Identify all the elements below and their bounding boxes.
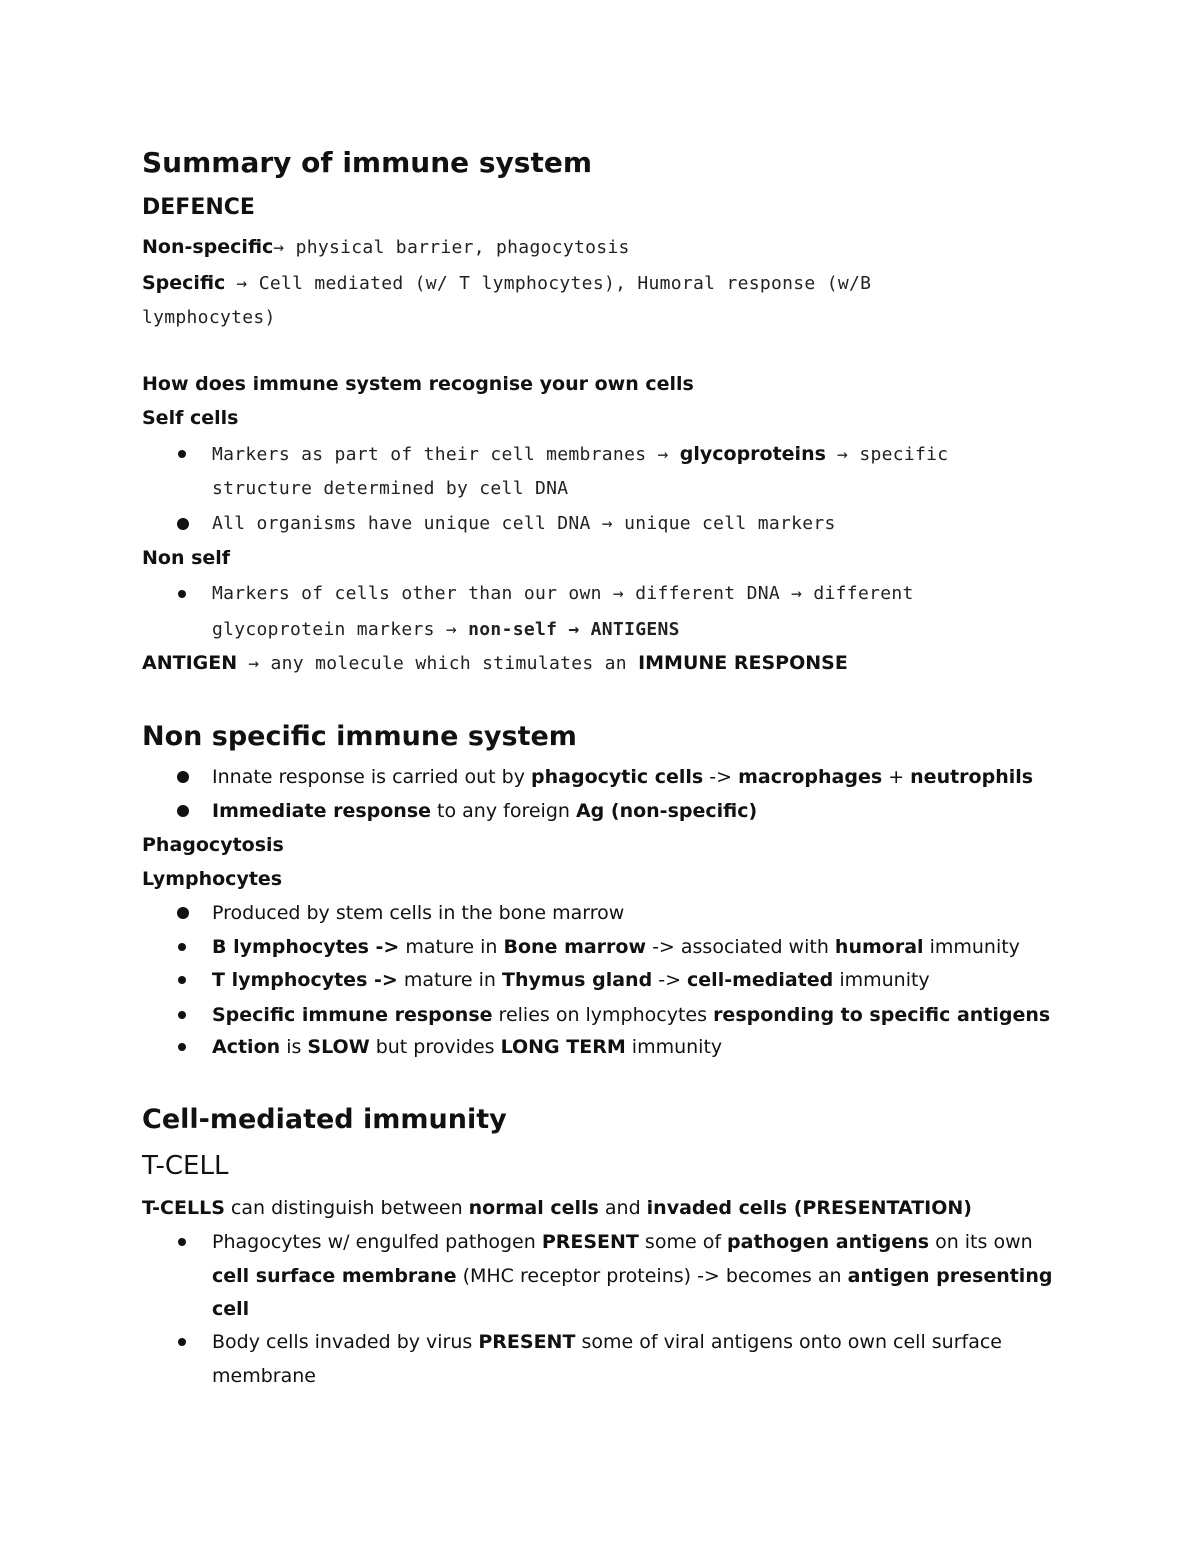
t-cell-bullet-1-line-2	[212, 1264, 1052, 1288]
bullet-icon	[177, 518, 189, 530]
text: on its own	[929, 1231, 1033, 1253]
bullet-icon	[178, 1238, 186, 1246]
nonspecific-heading: Non specific immune system	[142, 721, 577, 752]
bullet-icon	[178, 590, 186, 598]
bullet-icon	[178, 1338, 186, 1346]
text: immunity	[923, 936, 1020, 958]
present-term: PRESENT	[541, 1231, 639, 1253]
humoral-term: humoral	[834, 936, 924, 958]
normal-cells-term: normal cells	[468, 1197, 599, 1219]
text: is	[280, 1036, 308, 1058]
neutrophils-term: neutrophils	[910, 766, 1034, 788]
self-bullet-1	[212, 442, 948, 467]
bullet-icon	[178, 1043, 186, 1051]
t-cell-bullet-2	[212, 1330, 1002, 1354]
lymphocytes-heading: Lymphocytes	[142, 868, 283, 890]
present-term: PRESENT	[478, 1331, 576, 1353]
text: ->	[652, 969, 688, 991]
responding-term: responding to specific antigens	[713, 1004, 1051, 1026]
specific-defence-line	[142, 271, 871, 296]
specific-immune-response-term: Specific immune response	[212, 1004, 493, 1026]
b-lymphocytes-term: B lymphocytes ->	[212, 936, 400, 958]
cell-surface-membrane-term: cell surface membrane	[212, 1265, 457, 1287]
lymphocytes-bullet-2	[212, 935, 1020, 959]
text: Phagocytes w/ engulfed pathogen	[212, 1231, 542, 1253]
page-title: Summary of immune system	[142, 146, 593, 179]
self-bullet-1-text-b: → specific	[825, 444, 949, 465]
action-term: Action	[212, 1036, 281, 1058]
recognise-heading: How does immune system recognise your own cells	[142, 373, 694, 395]
nonspecific-text: → physical barrier, phagocytosis	[273, 237, 630, 258]
bullet-icon	[177, 907, 189, 919]
nonself-text: glycoprotein markers →	[212, 619, 469, 640]
text: -> associated with	[646, 936, 835, 958]
phagocytic-cells-term: phagocytic cells	[531, 766, 704, 788]
nonspecific-defence-line	[142, 235, 630, 260]
t-cells-intro	[142, 1196, 972, 1220]
text: to any foreign	[431, 800, 576, 822]
text: relies on lymphocytes	[492, 1004, 714, 1026]
lymphocytes-bullet-3	[212, 968, 930, 992]
non-self-heading: Non self	[142, 547, 231, 569]
t-cell-subheading: T-CELL	[142, 1151, 229, 1181]
bullet-icon	[178, 1011, 186, 1019]
specific-label: Specific	[142, 272, 226, 294]
text: but provides	[369, 1036, 501, 1058]
bullet-icon	[178, 943, 186, 951]
immediate-response-term: Immediate response	[212, 800, 432, 822]
t-cells-term: T-CELLS	[142, 1197, 225, 1219]
antigen-label: ANTIGEN	[142, 652, 238, 674]
self-bullet-1-text-a: Markers as part of their cell membranes →	[212, 444, 680, 465]
specific-text: → Cell mediated (w/ T lymphocytes), Humoral response (w/B	[225, 273, 872, 294]
slow-term: SLOW	[307, 1036, 370, 1058]
self-bullet-1-continued: structure determined by cell DNA	[212, 478, 569, 499]
cell-mediated-heading: Cell-mediated immunity	[142, 1104, 507, 1135]
t-cell-bullet-1	[212, 1230, 1033, 1254]
text: can distinguish between	[224, 1197, 469, 1219]
cell-mediated-term: cell-mediated	[687, 969, 834, 991]
specific-text-continued: lymphocytes)	[142, 307, 276, 328]
pathogen-antigens-term: pathogen antigens	[727, 1231, 930, 1253]
nonspecific-label: Non-specific	[142, 236, 274, 258]
text: immunity	[625, 1036, 723, 1058]
self-bullet-2: All organisms have unique cell DNA → unique cell markers	[212, 513, 836, 534]
lymphocytes-bullet-1: Produced by stem cells in the bone marrow	[212, 902, 625, 924]
immune-response-term: IMMUNE RESPONSE	[638, 652, 848, 674]
t-cell-bullet-2-continued: membrane	[212, 1365, 316, 1387]
lymphocytes-bullet-4	[212, 1003, 1050, 1027]
text: (MHC receptor proteins) -> becomes an	[456, 1265, 848, 1287]
self-cells-heading: Self cells	[142, 407, 239, 429]
bone-marrow-term: Bone marrow	[503, 936, 647, 958]
antigen-definition	[142, 651, 848, 676]
long-term-term: LONG TERM	[500, 1036, 626, 1058]
bullet-icon	[177, 805, 189, 817]
macrophages-term: macrophages	[738, 766, 883, 788]
nonspecific-bullet-1	[212, 765, 1033, 789]
defence-heading: DEFENCE	[142, 195, 255, 220]
text: some of	[638, 1231, 728, 1253]
text: mature in	[397, 969, 502, 991]
antigen-presenting-term: antigen presenting	[847, 1265, 1053, 1287]
invaded-cells-term: invaded cells (PRESENTATION)	[646, 1197, 972, 1219]
bullet-icon	[178, 976, 186, 984]
nonspecific-bullet-2	[212, 799, 757, 823]
text: mature in	[399, 936, 504, 958]
text: some of viral antigens onto own cell surface	[575, 1331, 1002, 1353]
antigens-term: non-self → ANTIGENS	[468, 619, 680, 640]
text: immunity	[833, 969, 930, 991]
lymphocytes-bullet-5	[212, 1035, 722, 1059]
text: +	[882, 766, 911, 788]
bullet-icon	[178, 450, 186, 458]
bullet-icon	[177, 771, 189, 783]
t-lymphocytes-term: T lymphocytes ->	[212, 969, 398, 991]
text: and	[598, 1197, 647, 1219]
t-cell-bullet-1-line-3: cell	[212, 1298, 250, 1320]
ag-term: Ag (non-specific)	[575, 800, 758, 822]
nonself-bullet-1-continued	[212, 617, 680, 642]
text: ->	[703, 766, 739, 788]
text: Innate response is carried out by	[212, 766, 532, 788]
text: Body cells invaded by virus	[212, 1331, 479, 1353]
thymus-gland-term: Thymus gland	[501, 969, 653, 991]
nonself-bullet-1: Markers of cells other than our own → different DNA → different	[212, 583, 914, 604]
antigen-text: → any molecule which stimulates an	[237, 653, 639, 674]
phagocytosis-heading: Phagocytosis	[142, 834, 284, 856]
glycoproteins-term: glycoproteins	[679, 443, 826, 465]
